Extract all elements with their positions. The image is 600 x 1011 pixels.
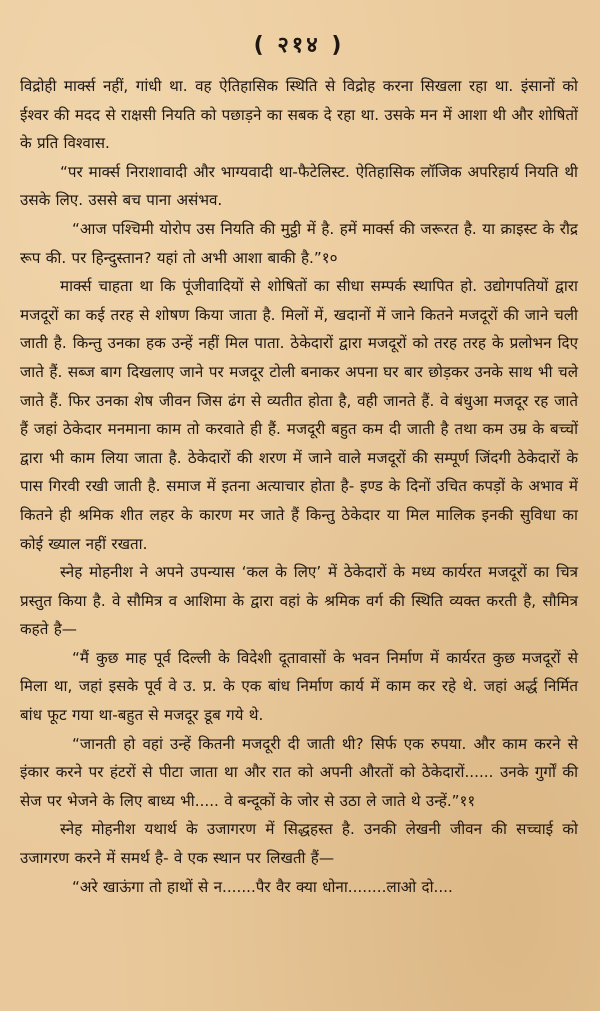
body-text [20, 72, 578, 901]
paragraph: “पर मार्क्स निराशावादी और भाग्यवादी था-फैटेलिस्ट. ऐतिहासिक लॉजिक अपरिहार्य नियति थी उसके लिए. उससे बच पाना असंभव. [20, 162, 578, 210]
page-number: ( २१४ ) [253, 33, 345, 58]
paragraph: “अरे खाऊंगा तो हाथों से न.......पैर वैर क्या धोना........लाओ दो.... [72, 877, 453, 896]
paragraph: स्नेह मोहनीश ने अपने उपन्यास ‘कल के लिए’ में ठेकेदारों के मध्य कार्यरत मजदूरों का चित्र प्रस्तुत किया है. वे सौमित्र व आशिमा के द्वारा वहां के श्रमिक वर्ग की स्थिति व्यक्त करती है, सौमित्र कहते है— [20, 563, 578, 639]
paragraph: विद्रोही मार्क्स नहीं, गांधी था. वह ऐतिहासिक स्थिति से विद्रोह करना सिखला रहा था. इंसानों को ईश्वर की मदद से राक्षसी नियति को पछाड़ने का सबक दे रहा था. उसके मन में आशा थी और शोषितों के प्रति विश्वास. [20, 77, 578, 153]
paragraph: “मैं कुछ माह पूर्व दिल्ली के विदेशी दूतावासों के भवन निर्माण में कार्यरत कुछ मजदूरों से मिला था, जहां इसके पूर्व वे उ. प्र. के एक बांध निर्माण कार्य में काम कर रहे थे. जहां अर्द्ध निर्मित बांध फूट गया था-बहुत से मजदूर डूब गये थे. [20, 648, 578, 725]
paragraph: “आज पश्चिमी योरोप उस नियति की मुट्ठी में है. हमें मार्क्स की जरूरत है. या क्राइस्ट के रौद्र रूप की. पर हिन्दुस्तान? यहां तो अभी आशा बाकी है.”१० [20, 219, 578, 267]
paragraph: मार्क्स चाहता था कि पूंजीवादियों से शोषितों का सीधा सम्पर्क स्थापित हो. उद्योगपतियों द्वारा मजदूरों का कई तरह से शोषण किया जाता है. मिलों में, खदानों में जाने कितने मजदूरों की जाने चली जाती है. किन्तु उनका हक उन्हें नहीं मिल पाता. ठेकेदारों द्वारा मजदूरों को तरह तरह के प्रलोभन दिए जाते हैं. सब्ज बाग दिखलाए जाने पर मजदूर टोली बनाकर अपना घर बार छोड़कर उनके साथ भी चले जाते हैं. फिर उनका शेष जीवन जिस ढंग से व्यतीत होता है, वही जानते हैं. वे बंधुआ मजदूर रह जाते हैं जहां ठेकेदार मनमाना काम तो करवाते ही हैं. मजदूरी बहुत कम दी जाती है तथा कम उम्र के बच्चों द्वारा भी काम लिया जाता है. ठेकेदारों की शरण में जाने वाले मजदूरों की सम्पूर्ण जिंदगी ठेकेदारों के पास गिरवी रखी जाती है. समाज में इतना अत्याचार होता है- इण्ड के दिनों उचित कपड़ों के अभाव में कितने ही श्रमिक शीत लहर के कारण मर जाते हैं किन्तु ठेकेदार या मिल मालिक इनकी सुविधा का कोई ख्याल नहीं रखता. [20, 277, 578, 553]
paragraph: स्नेह मोहनीश यथार्थ के उजागरण में सिद्धहस्त है. उनकी लेखनी जीवन की सच्चाई को उजागरण करने में समर्थ है- वे एक स्थान पर लिखती हैं— [20, 820, 578, 868]
paragraph: “जानती हो वहां उन्हें कितनी मजदूरी दी जाती थी? सिर्फ एक रुपया. और काम करने से इंकार करने पर हंटरों से पीटा जाता था और रात को अपनी औरतों को ठेकेदारों...... उनके गुर्गों की सेज पर भेजने के लिए बाध्य भी..... वे बन्दूकों के जोर से उठा ले जाते थे उन्हें.”११ [20, 734, 578, 810]
